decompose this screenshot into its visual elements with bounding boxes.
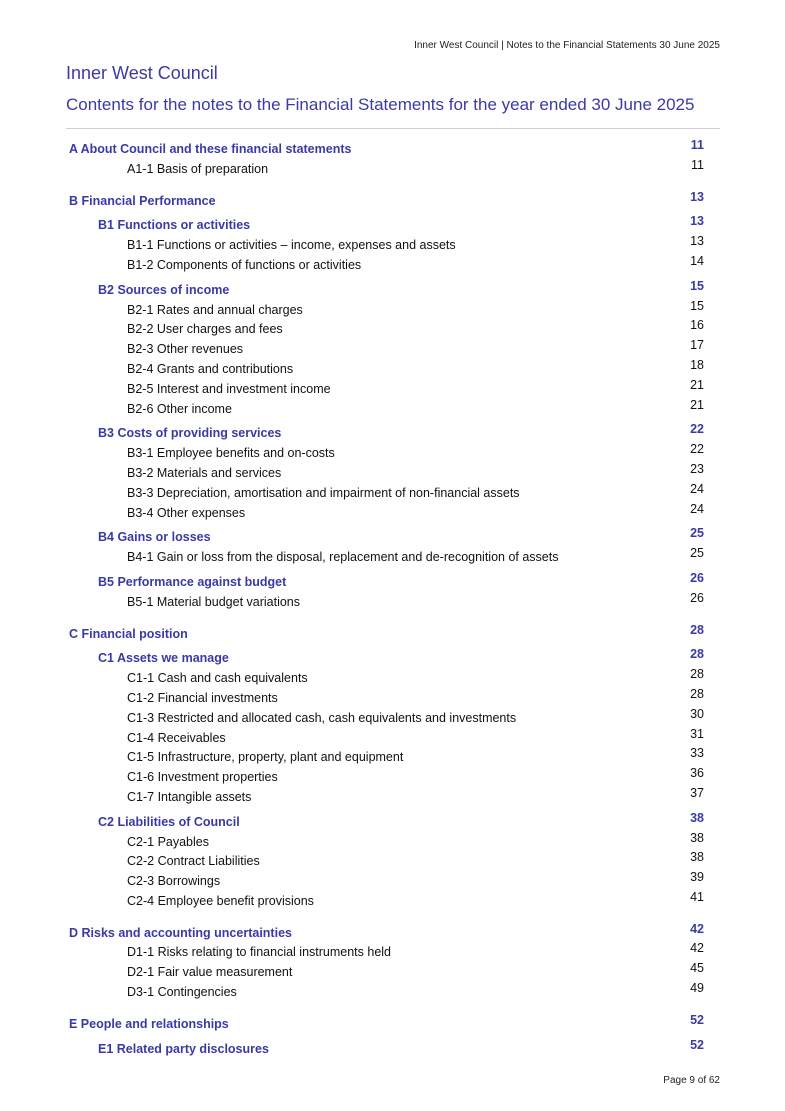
toc-entry-label: E1 Related party disclosures: [98, 1041, 269, 1056]
toc-entry-label: D Risks and accounting uncertainties: [69, 925, 292, 940]
toc-note-row[interactable]: [66, 158, 720, 178]
toc-note-row[interactable]: [66, 378, 720, 398]
toc-note-row[interactable]: [66, 591, 720, 611]
toc-page-number: 45: [690, 961, 704, 976]
toc-note-row[interactable]: [66, 850, 720, 870]
toc-entry-label: C1-6 Investment properties: [127, 770, 278, 785]
toc-page-number: 38: [690, 850, 704, 865]
toc-page-number: 26: [690, 570, 704, 585]
toc-page-number: 13: [690, 214, 704, 229]
toc-note-row[interactable]: [66, 786, 720, 806]
toc-page-number: 31: [690, 726, 704, 741]
toc-group-row[interactable]: [66, 811, 720, 831]
toc-page-number: 52: [690, 1012, 704, 1027]
toc-entry-label: B3-1 Employee benefits and on-costs: [127, 446, 335, 461]
toc-entry-label: B5-1 Material budget variations: [127, 594, 301, 609]
toc-entry-label: A1-1 Basis of preparation: [127, 161, 269, 176]
toc-entry-label: D1-1 Risks relating to financial instruments held: [127, 945, 392, 960]
toc-page-number: 36: [690, 766, 704, 781]
toc-note-row[interactable]: [66, 746, 720, 766]
toc-page-number: 38: [690, 810, 704, 825]
toc-entry-label: C1-2 Financial investments: [127, 690, 278, 705]
toc-entry-label: B1 Functions or activities: [98, 218, 251, 233]
toc-note-row[interactable]: [66, 890, 720, 910]
toc-entry-label: C1 Assets we manage: [98, 651, 229, 666]
toc-section-row[interactable]: [66, 1013, 720, 1033]
toc-entry-label: B2-6 Other income: [127, 401, 232, 416]
toc-note-row[interactable]: [66, 358, 720, 378]
toc-page-number: 25: [690, 546, 704, 561]
toc-entry-label: E People and relationships: [69, 1016, 229, 1031]
toc-page-number: 42: [690, 941, 704, 956]
toc-note-row[interactable]: [66, 870, 720, 890]
toc-entry-label: A About Council and these financial statements: [69, 142, 352, 156]
toc-page-number: 25: [690, 526, 704, 541]
toc-page-number: 15: [690, 278, 704, 293]
table-of-contents: [66, 138, 720, 1057]
toc-group-row[interactable]: [66, 279, 720, 299]
toc-entry-label: C2-4 Employee benefit provisions: [127, 893, 314, 908]
toc-entry-label: D2-1 Fair value measurement: [127, 965, 293, 980]
toc-page-number: 30: [690, 706, 704, 721]
toc-entry-label: C Financial position: [69, 626, 188, 641]
toc-entry-label: C1-4 Receivables: [127, 730, 226, 745]
toc-entry-label: B3-3 Depreciation, amortisation and impairment of non-financial assets: [127, 485, 520, 500]
toc-section-row[interactable]: [66, 190, 720, 210]
toc-note-row[interactable]: [66, 766, 720, 786]
toc-section-row[interactable]: [66, 623, 720, 643]
toc-section-row[interactable]: [66, 138, 720, 158]
org-title: Inner West Council: [66, 63, 218, 83]
toc-page-number: 39: [690, 870, 704, 885]
toc-note-row[interactable]: [66, 338, 720, 358]
page-number: Page 9 of 62: [663, 1075, 720, 1086]
toc-note-row[interactable]: [66, 234, 720, 254]
toc-page-number: 13: [690, 189, 704, 204]
toc-page-number: 41: [690, 889, 704, 904]
toc-entry-label: B2-2 User charges and fees: [127, 322, 283, 337]
toc-page-number: 14: [690, 253, 704, 268]
toc-page-number: 23: [690, 461, 704, 476]
toc-note-row[interactable]: [66, 398, 720, 418]
toc-note-row[interactable]: [66, 941, 720, 961]
toc-note-row[interactable]: [66, 299, 720, 319]
toc-entry-label: B2-5 Interest and investment income: [127, 381, 331, 396]
toc-page-number: 11: [690, 138, 704, 152]
toc-entry-label: C2-2 Contract Liabilities: [127, 854, 260, 869]
toc-note-row[interactable]: [66, 546, 720, 566]
toc-entry-label: C1-3 Restricted and allocated cash, cash equivalents and investments: [127, 710, 517, 725]
toc-entry-label: B2-4 Grants and contributions: [127, 361, 294, 376]
toc-entry-label: C2-1 Payables: [127, 834, 209, 849]
toc-entry-label: C1-5 Infrastructure, property, plant and equipment: [127, 750, 404, 765]
toc-page-number: 16: [690, 318, 704, 333]
toc-page-number: 28: [690, 647, 704, 662]
toc-note-row[interactable]: [66, 482, 720, 502]
toc-entry-label: B2-3 Other revenues: [127, 342, 244, 357]
toc-entry-label: B3-2 Materials and services: [127, 465, 282, 480]
toc-entry-label: B Financial Performance: [69, 193, 216, 208]
toc-note-row[interactable]: [66, 442, 720, 462]
toc-group-row[interactable]: [66, 571, 720, 591]
toc-group-row[interactable]: [66, 647, 720, 667]
toc-page-number: 33: [690, 746, 704, 761]
toc-entry-label: B3 Costs of providing services: [98, 426, 282, 441]
toc-note-row[interactable]: [66, 502, 720, 522]
toc-note-row[interactable]: [66, 707, 720, 727]
toc-entry-label: B5 Performance against budget: [98, 574, 287, 589]
toc-entry-label: D3-1 Contingencies: [127, 985, 237, 1000]
toc-group-row[interactable]: [66, 422, 720, 442]
toc-page-number: 49: [690, 981, 704, 996]
toc-entry-label: C2 Liabilities of Council: [98, 814, 240, 829]
toc-note-row[interactable]: [66, 462, 720, 482]
toc-entry-label: C1-7 Intangible assets: [127, 789, 252, 804]
toc-note-row[interactable]: [66, 831, 720, 851]
toc-page-number: 21: [690, 397, 704, 412]
toc-entry-label: B1-1 Functions or activities – income, expenses and assets: [127, 238, 456, 253]
toc-entry-label: C2-3 Borrowings: [127, 874, 221, 889]
toc-page-number: 21: [690, 377, 704, 392]
toc-page-number: 24: [690, 481, 704, 496]
toc-page-number: 24: [690, 501, 704, 516]
toc-page-number: 42: [690, 921, 704, 936]
toc-page-number: 28: [690, 667, 704, 682]
toc-entry-label: B4 Gains or losses: [98, 530, 211, 545]
toc-note-row[interactable]: [66, 961, 720, 981]
toc-group-row[interactable]: [66, 1038, 720, 1058]
toc-page-number: 28: [690, 686, 704, 701]
toc-group-row[interactable]: [66, 526, 720, 546]
toc-entry-label: B2 Sources of income: [98, 282, 230, 297]
toc-page-number: 11: [691, 157, 704, 172]
toc-page-number: 17: [690, 338, 704, 353]
toc-note-row[interactable]: [66, 254, 720, 274]
toc-note-row[interactable]: [66, 687, 720, 707]
toc-page-number: 52: [690, 1037, 704, 1052]
toc-page-number: 37: [690, 785, 704, 800]
toc-page-number: 18: [690, 357, 704, 372]
toc-entry-label: C1-1 Cash and cash equivalents: [127, 671, 308, 686]
toc-page-number: 22: [690, 442, 704, 457]
toc-entry-label: B1-2 Components of functions or activities: [127, 257, 362, 272]
title-divider: [66, 128, 720, 129]
doc-title: Contents for the notes to the Financial Statements for the year ended 30 June 2025: [66, 95, 695, 114]
toc-note-row[interactable]: [66, 318, 720, 338]
toc-note-row[interactable]: [66, 667, 720, 687]
running-header: Inner West Council | Notes to the Financial Statements 30 June 2025: [414, 40, 720, 51]
toc-section-row[interactable]: [66, 922, 720, 942]
toc-entry-label: B3-4 Other expenses: [127, 505, 246, 520]
toc-page-number: 15: [690, 298, 704, 313]
toc-page-number: 22: [690, 422, 704, 437]
toc-group-row[interactable]: [66, 214, 720, 234]
toc-entry-label: B2-1 Rates and annual charges: [127, 302, 303, 317]
toc-note-row[interactable]: [66, 981, 720, 1001]
toc-page-number: 38: [690, 830, 704, 845]
toc-page-number: 13: [690, 234, 704, 249]
toc-page-number: 26: [690, 590, 704, 605]
toc-note-row[interactable]: [66, 727, 720, 747]
toc-entry-label: B4-1 Gain or loss from the disposal, replacement and de-recognition of assets: [127, 550, 559, 565]
toc-page-number: 28: [690, 622, 704, 637]
